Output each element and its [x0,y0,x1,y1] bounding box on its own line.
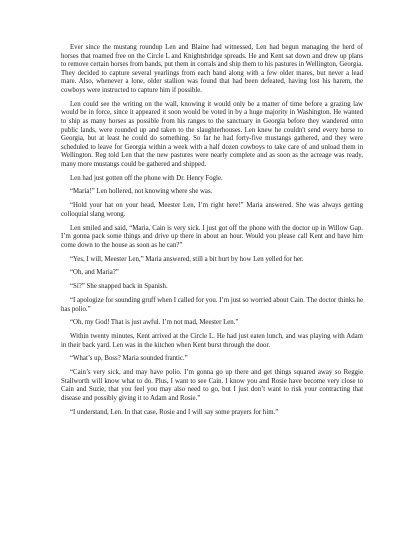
paragraph: Len had just gotten off the phone with Dr. Henry Fogle. [70,174,223,182]
paragraph: Len could see the writing on the wall, knowing it would only be a matter of time before a grazing law would be in force, since it appeared it soon would be voted in by a huge majority in Washington. He wanted to ship as many horses as possible from his ranges to the sanctuary in Georgia before they wandered onto public lands, were rounded up and taken to the slaughterhouses. Len knew he couldn't send every horse to Georgia, but at least he could do something. So far he had forty-five mustangs gathered, and they were scheduled to leave for Georgia within a week with a half dozen cowboys to take care of and unload them in Wellington. Reg told Len that the new pastures were nearly complete and as soon as the acreage was ready, many more mustangs could be gathered and shipped. [61,100,363,168]
paragraph: “Oh, my God! That is just awful. I’m not mad, Meester Len.” [70,319,239,327]
paragraph: “I understand, Len. In that case, Rosie and I will say some prayers for him.” [70,408,279,416]
paragraph: “What’s up, Boss? Maria sounded frantic.” [70,355,188,363]
paragraph: “Oh, and Maria?” [70,269,119,277]
paragraph: “I apologize for sounding gruff when I called for you. I’m just so worried about Cain. The doctor thinks he has polio.” [61,296,363,313]
paragraph: “Sí?” She snapped back in Spanish. [70,283,168,291]
paragraph: “Cain’s very sick, and may have polio. I’m gonna go up there and get things squared away so Reggie Stallworth will know what to do. Plus, I want to see Cain. I know you and Rosie have become very close to Cain and Suzie, that you feel you may also need to go, but I just don’t want to risk your contracting that disease and possibly giving it to Adam and Rosie.” [61,369,363,403]
book-page [61,44,363,423]
paragraph: Within twenty minutes, Kent arrived at the Circle L. He had just eaten lunch, and was playing with Adam in their back yard. Len was in the kitchen when Kent burst through the door. [61,333,363,349]
paragraph: “Maria!” Len hollered, not knowing where she was. [70,188,213,196]
paragraph: “Hold your hat on your head, Meester Len, I’m right here!” Maria answered. She was always getting colloquial slang wrong. [61,202,363,218]
paragraph: “Yes, I will, Meester Len,” Maria answered, still a bit hurt by how Len yelled for her. [70,255,304,263]
paragraph: Ever since the mustang roundup Len and Blaine had witnessed, Len had begun managing the herd of horses that roamed free on the Circle L and Knightsbridge spreads. He and Kent sat down and drew up plans to remove certain horses from bands, put them in corrals and ship them to his pastures in Wellington, Georgia. They decided to capture several yearlings from each band along with a few older mares, but never a lead mare. Also, whenever a lone, older stallion was found that had been defeated, having lost his harem, the cowboys were instructed to capture him if possible. [61,44,363,94]
paragraph: Len smiled and said, “Maria, Cain is very sick. I just got off the phone with the doctor up in Willow Gap. I’m gonna pack some things and drive up there in about an hour. Would you please call Kent and have him come down to the house as soon as he can?” [61,224,363,249]
